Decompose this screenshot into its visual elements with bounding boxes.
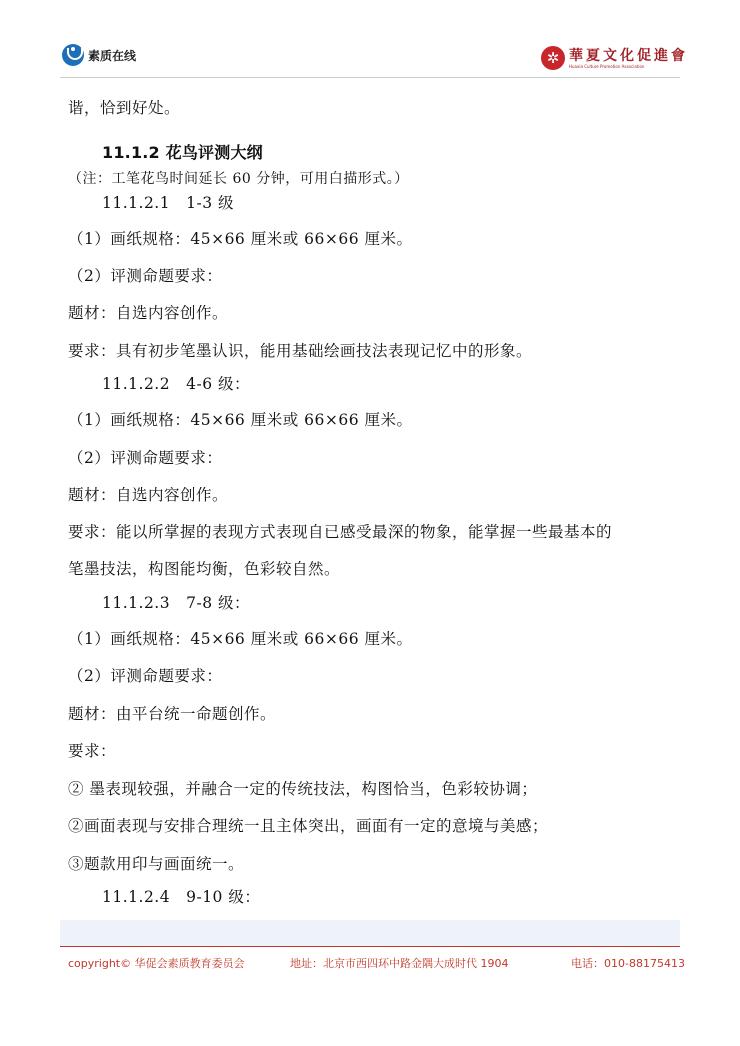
paragraph-line: ③题款用印与画面统一。 bbox=[68, 855, 245, 873]
footer-phone: 电话：010-88175413 bbox=[571, 957, 685, 970]
paragraph-line: （1）画纸规格：45×66 厘米或 66×66 厘米。 bbox=[68, 630, 413, 648]
paragraph-line: （1）画纸规格：45×66 厘米或 66×66 厘米。 bbox=[68, 230, 413, 248]
paragraph-line: 题材：自选内容创作。 bbox=[68, 304, 229, 322]
paragraph-line: （2）评测命题要求： bbox=[68, 667, 223, 685]
huaxia-seal-icon: ✲ bbox=[541, 46, 565, 70]
huaxia-association-logo bbox=[541, 46, 688, 70]
paragraph-line: 题材：自选内容创作。 bbox=[68, 486, 229, 504]
paragraph-line: 笔墨技法，构图能均衡，色彩较自然。 bbox=[68, 560, 341, 578]
suzhi-logo-text: 素质在线 bbox=[88, 48, 137, 63]
huaxia-logo-cn: 華夏文化促進會 bbox=[569, 47, 688, 64]
huaxia-logo-en: Huaxia Culture Promotion Association bbox=[569, 63, 645, 69]
paragraph-line: （2）评测命题要求： bbox=[68, 267, 223, 285]
header-divider bbox=[60, 77, 680, 78]
paragraph-line: 要求： bbox=[68, 742, 117, 760]
paragraph-line: （1）画纸规格：45×66 厘米或 66×66 厘米。 bbox=[68, 411, 413, 429]
paragraph-line: 要求：能以所掌握的表现方式表现自已感受最深的物象，能掌握一些最基本的 bbox=[68, 523, 613, 541]
paragraph-line: ②画面表现与安排合理统一且主体突出，画面有一定的意境与美感； bbox=[68, 817, 549, 835]
paragraph-line: 要求：具有初步笔墨认识，能用基础绘画技法表现记忆中的形象。 bbox=[68, 342, 533, 360]
footer-band bbox=[60, 920, 680, 946]
footer-divider bbox=[60, 946, 680, 947]
footer-copyright: copyright© 华促会素质教育委员会 bbox=[68, 957, 245, 970]
footer-address: 地址：北京市西四环中路金隅大成时代 1904 bbox=[290, 957, 509, 970]
paragraph-line: 谐，恰到好处。 bbox=[68, 99, 181, 117]
paragraph-line: ② 墨表现较强，并融合一定的传统技法，构图恰当，色彩较协调； bbox=[68, 780, 538, 798]
subsection-heading: 11.1.2.4 9-10 级： bbox=[102, 888, 261, 906]
page-header bbox=[0, 0, 740, 80]
subsection-heading: 11.1.2.3 7-8 级： bbox=[102, 594, 250, 612]
subsection-heading: 11.1.2.1 1-3 级 bbox=[102, 194, 234, 212]
suzhi-online-logo bbox=[62, 44, 136, 66]
section-heading: 11.1.2 花鸟评测大纲 bbox=[102, 143, 263, 162]
suzhi-logo-icon bbox=[62, 44, 84, 66]
paragraph-line: （2）评测命题要求： bbox=[68, 449, 223, 467]
subsection-heading: 11.1.2.2 4-6 级： bbox=[102, 375, 250, 393]
paragraph-line: 题材：由平台统一命题创作。 bbox=[68, 705, 277, 723]
section-note: （注：工笔花鸟时间延长 60 分钟，可用白描形式。） bbox=[68, 171, 409, 187]
page-footer bbox=[68, 955, 685, 971]
